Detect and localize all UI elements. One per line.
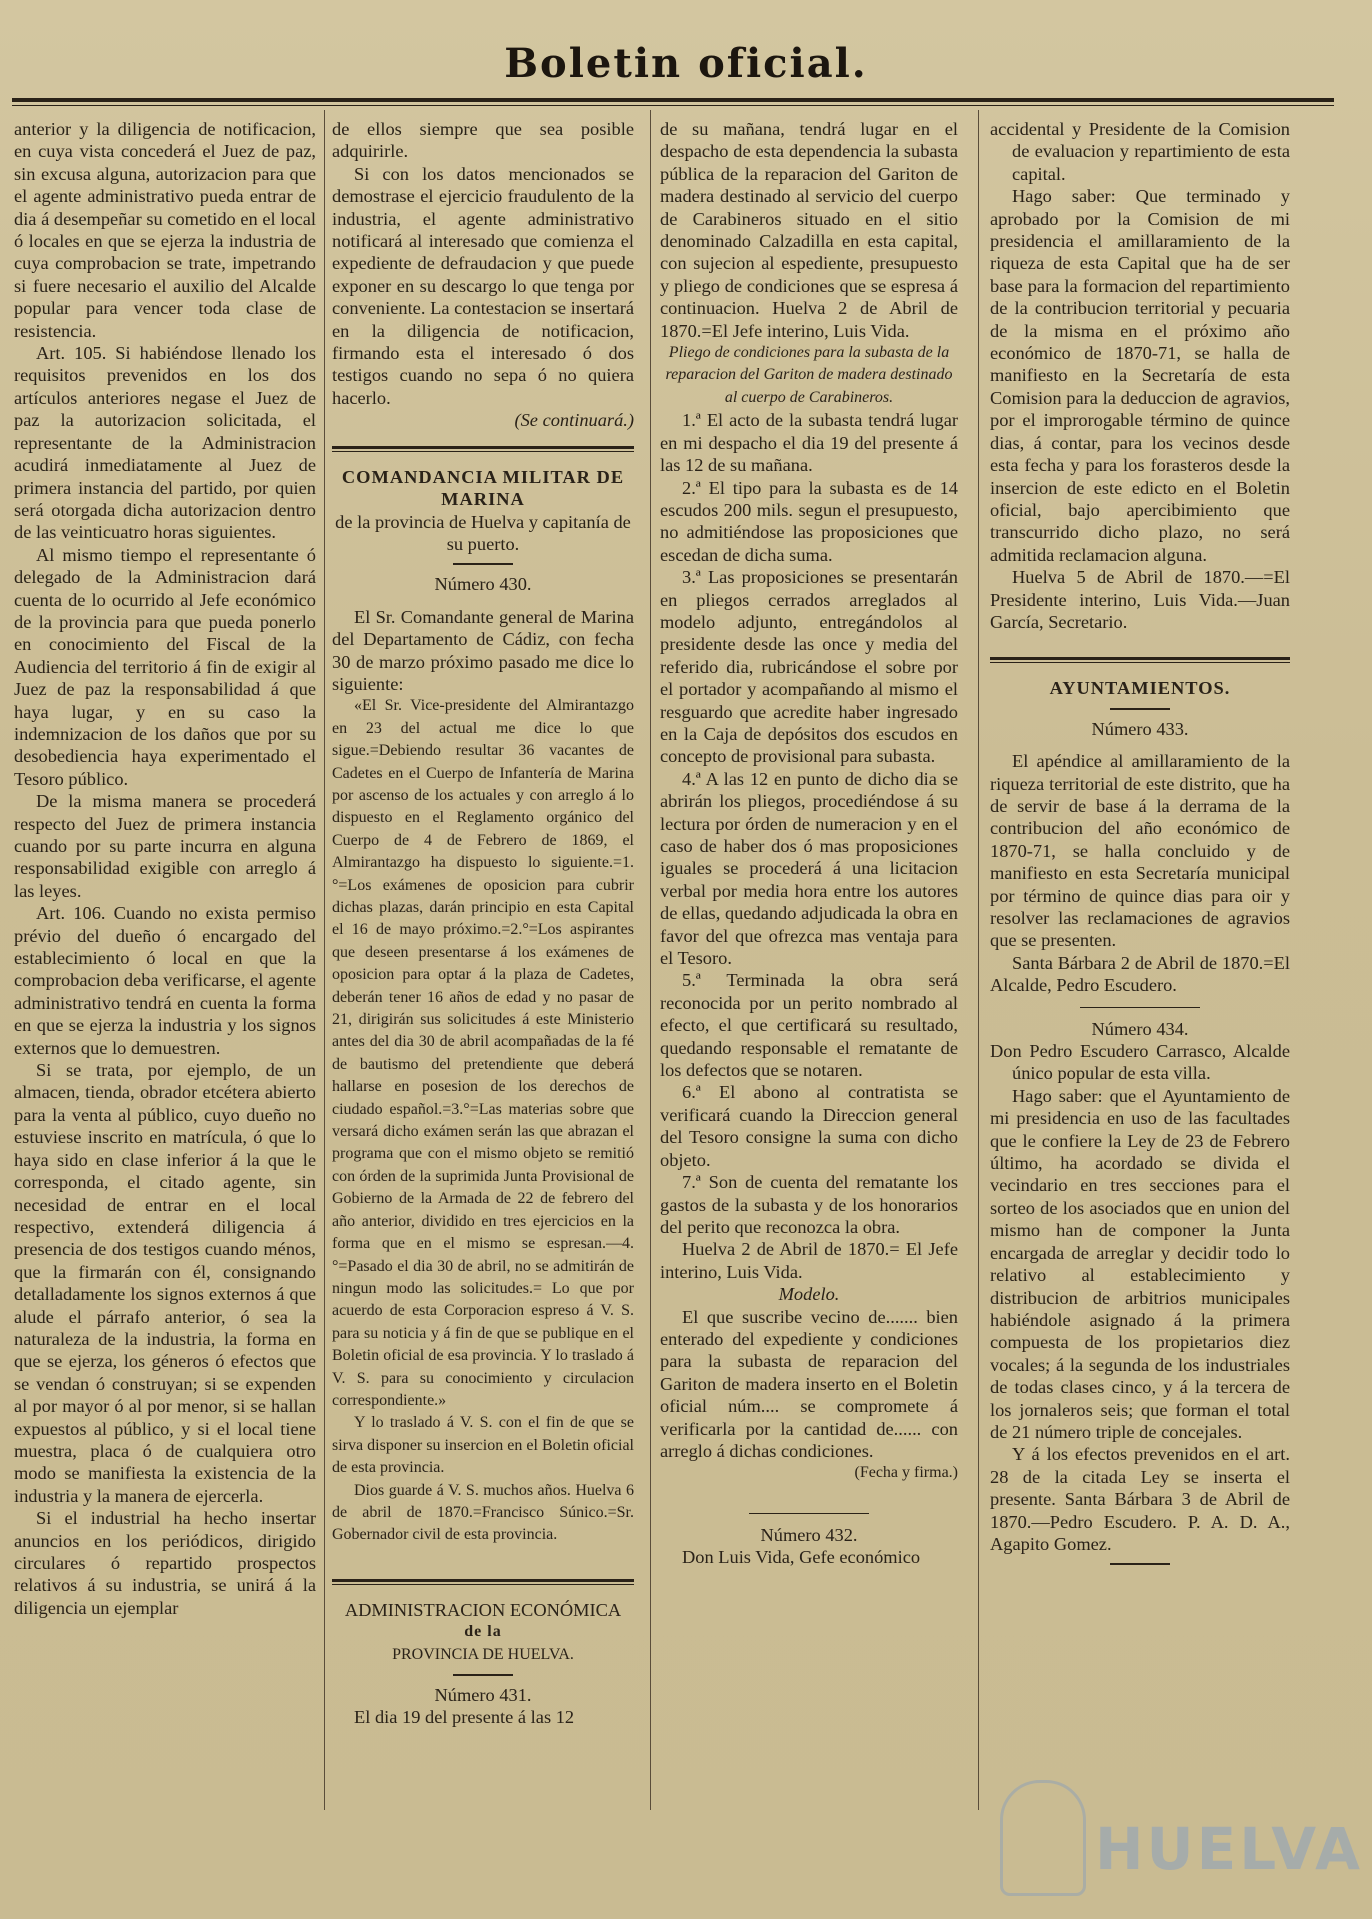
- paragraph: accidental y Presidente de la Comision de evaluacion y repartimiento de esta capital.: [990, 119, 1290, 184]
- column-divider: [650, 110, 651, 1810]
- paragraph: Y á los efectos prevenidos en el art. 28 de la citada Ley se inserta el presente. Santa Bárbara 3 de Abril de 1870.—Pedro Escudero. P. A. D. A., Agapito Gomez.: [990, 1444, 1290, 1554]
- section-title: ADMINISTRACION ECONÓMICA: [344, 1599, 622, 1620]
- signature: Huelva 5 de Abril de 1870.—=El Presidente interino, Luis Vida.—Juan García, Secretario.: [990, 567, 1290, 632]
- short-rule: [453, 1674, 513, 1676]
- paragraph: Al mismo tiempo el representante ó delegado de la Administracion dará cuenta de lo ocurrido al Jefe económico de la provincia para que pueda ponerlo en conocimiento del Fiscal de la Audiencia del territorio á fin de exigir al Juez de paz la responsabilidad á que haya lugar, y en su caso la indemnizacion de los daños que por su desobediencia haya experimentado el Tesoro público.: [14, 544, 316, 789]
- short-rule: [1110, 708, 1170, 710]
- signature: Santa Bárbara 2 de Abril de 1870.=El Alcalde, Pedro Escudero.: [990, 952, 1290, 996]
- fecha-note: (Fecha y firma.): [854, 1464, 958, 1482]
- condition-item: 4.ª A las 12 en punto de dicho dia se abrirán los pliegos, procediéndose á su lectura por órden de numeracion y en el caso de haber dos ó mas proposiciones iguales se procederá á una licitacion verbal por media hora entre los autores de ellas, quedando adjudicada la obra en favor del que ofrezca mas ventaja para el Tesoro.: [660, 768, 958, 969]
- short-rule: [1110, 1563, 1170, 1565]
- masthead: Boletin oficial.: [504, 40, 868, 87]
- paragraph: De la misma manera se procederá respecto del Juez de primera instancia cuando por su parte incurra en alguna responsabilidad exigible con arreglo á las leyes.: [14, 791, 316, 901]
- column-1: [14, 118, 316, 1619]
- modelo-heading: Modelo.: [778, 1284, 840, 1305]
- paragraph: El dia 19 del presente á las 12: [354, 1707, 575, 1728]
- paragraph: de su mañana, tendrá lugar en el despacho de esta dependencia la subasta pública de la reparacion del Gariton de madera destinado al servicio del cuerpo de Carabineros situado en el sitio denominado Calzadilla en esta capital, con sujecion al espediente, presupuesto y pliego de condiciones que se espresa á continuacion. Huelva 2 de Abril de 1870.=El Jefe interino, Luis Vida.: [660, 119, 958, 341]
- column-3: [660, 118, 958, 1569]
- condition-item: 3.ª Las proposiciones se presentarán en pliegos cerrados arreglados al modelo adjunto, entregándolos al presidente desde las once y media del referido dia, rubricándose el sobre por el portador y acompañando al mismo el resguardo que acredite haber ingresado en la Caja de depósitos dos escudos en concepto de provisional para subasta.: [660, 567, 958, 767]
- paragraph: Si se trata, por ejemplo, de un almacen, tienda, obrador etcétera abierto para la venta al público, cuyo dueño no estuviese inscrito en matrícula, ó que lo haya sido en clase inferior á la que le corresponda, el citado agente, sin necesidad de entrar en el local respectivo, extenderá diligencia á presencia de dos testigos cuando ménos, que la firmarán con él, consignando detalladamente los signos externos á que alude el párrafo anterior, ó sea la naturaleza de la industria, la forma en que se ejerza, los géneros ó efectos que se vendan ó construyan; si se expenden al por mayor ó al por menor, si se hallan expuestos al público, y si el local tiene muestra, placa ó de cualquiera otro modo se manifiesta la existencia de la industria y la manera de ejercerla.: [14, 1060, 316, 1506]
- section-rule: [990, 657, 1290, 663]
- paragraph: Art. 106. Cuando no exista permiso prévio del dueño ó encargado del establecimiento ó local en que la comprobacion deba verificarse, el agente administrativo tendrá en cuenta la forma en que se ejerza la industria y los signos externos que lo demuestren.: [14, 903, 316, 1058]
- paragraph: Si con los datos mencionados se demostrase el ejercicio fraudulento de la industria, el agente administrativo notificará al interesado que comienza el expediente de defraudacion y que puede exponer en su descargo lo que tenga por conveniente. La contestacion se insertará en la diligencia de notificacion, firmando esta el interesado ó dos testigos cuando no sepa ó no quiera hacerlo.: [332, 163, 634, 408]
- column-divider: [978, 110, 979, 1810]
- paragraph: de ellos siempre que sea posible adquirirle.: [332, 119, 634, 162]
- paragraph: Si el industrial ha hecho insertar anuncios en los periódicos, dirigido circulares ó repartido prospectos relativos á su industria, se unirá á la diligencia un ejemplar: [14, 1508, 316, 1618]
- paragraph: Hago saber: que el Ayuntamiento de mi presidencia en uso de las facultades que le confiere la Ley de 23 de Febrero último, ha acordado se divida el vecindario en tres secciones para el sorteo de los asociados que en union del mismo han de componer la Junta encargada de arreglar y decidir todo lo relativo al establecimiento y distribucion de arbitrios municipales habiéndole asignado á la primera compuesta de los propietarios diez vocales; á la segunda de los industriales de todas clases cinco, y á la tercera de los jornaleros seis; que forman el total de 21 número triple de concejales.: [990, 1085, 1290, 1442]
- paragraph: Y lo traslado á V. S. con el fin de que se sirva disponer su insercion en el Boletin oficial de esta provincia.: [332, 1414, 634, 1477]
- short-rule: [749, 1513, 869, 1514]
- continued-note: (Se continuará.): [514, 410, 634, 431]
- section-title: AYUNTAMIENTOS.: [1049, 678, 1231, 699]
- short-rule: [453, 563, 513, 565]
- column-divider: [324, 110, 325, 1810]
- pliego-title: Pliego de condiciones para la subasta de la reparacion del Gariton de madera destinado al cuerpo de Carabineros.: [665, 344, 953, 406]
- number-heading: Número 430.: [434, 574, 532, 595]
- paragraph: El Sr. Comandante general de Marina del Departamento de Cádiz, con fecha 30 de marzo próximo pasado me dice lo siguiente:: [332, 606, 634, 694]
- section-rule: [332, 446, 634, 452]
- section-subtitle: PROVINCIA DE HUELVA.: [392, 1645, 574, 1663]
- paragraph: Don Luis Vida, Gefe económico: [682, 1547, 921, 1568]
- number-heading: Número 433.: [1091, 718, 1189, 739]
- paragraph: El que suscribe vecino de....... bien enterado del expediente y condiciones para la subasta de reparacion del Gariton de madera inserto en el Boletin oficial núm.... se compromete á verificarla por la cantidad de...... con arreglo á dichas condiciones.: [660, 1306, 958, 1461]
- condition-item: 2.ª El tipo para la subasta es de 14 escudos 200 mils. segun el presupuesto, no admitiéndose las proposiciones que escedan de dicha suma.: [660, 477, 958, 565]
- paragraph: Don Pedro Escudero Carrasco, Alcalde único popular de esta villa.: [990, 1041, 1290, 1084]
- masthead-rule: [12, 98, 1334, 106]
- seal-icon: [1000, 1780, 1086, 1896]
- paragraph: Dios guarde á V. S. muchos años. Huelva 6 de abril de 1870.=Francisco Súnico.=Sr. Gobernador civil de esta provincia.: [332, 1481, 634, 1544]
- number-heading: Número 434.: [1091, 1018, 1189, 1039]
- paragraph: «El Sr. Vice-presidente del Almirantazgo en 23 del actual me dice lo que sigue.=Debiendo resultar 36 vacantes de Cadetes en el Cuerpo de Infantería de Marina por ascenso de los actuales y con arreglo á lo dispuesto en el Reglamento orgánico del Cuerpo de 4 de Febrero de 1869, el Almirantazgo ha dispuesto lo siguiente.=1.°=Los exámenes de oposicion para cubrir dichas plazas, darán principio en esta Capital el 16 de mayo próximo.=2.°=Los aspirantes que deseen presentarse á los exámenes de oposicion para optar á la plaza de Cadetes, deberán tener 16 años de edad y no pasar de 21, dirigirán sus solicitudes á este Ministerio antes del dia 30 de abril acompañadas de la fé de bautismo del pretendiente que deberá hallarse en posesion de los derechos de ciudado español.=3.°=Las materias sobre que versará dicho exámen serán las que abrazan el programa que con el mismo objeto se remitió con órden de la suprimida Junta Provisional de Gobierno de la Armada de 22 de febrero del año anterior, dividido en tres ejercicios en la forma que en el mismo se espresan.—4.°=Pasado el dia 30 de abril, no se admitirán de ningun modo las solicitudes.= Lo que por acuerdo de esta Corporacion espreso á V. S. para su noticia y á fin de que se publique en el Boletin oficial de esa provincia. Y lo traslado á V. S. para su conocimiento y circulacion correspondiente.»: [332, 697, 634, 1409]
- column-2: [332, 118, 634, 1729]
- short-rule: [1080, 1007, 1200, 1008]
- paragraph: Hago saber: Que terminado y aprobado por la Comision de mi presidencia el amillaramiento de la riqueza de esta Capital que ha de ser base para la formacion del repartimiento de la contribucion territorial y pecuaria de la misma en el próximo año económico de 1870-71, se halla de manifiesto en la Secretaría de esta Comision para la deduccion de agravios, por el improrogable término de quince dias, á contar, para los vecinos desde esta fecha y para los forasteros desde la insercion de este edicto en el Boletin oficial, bajo apercibimiento que transcurrido dicho plazo, no será admitida reclamacion alguna.: [990, 186, 1290, 565]
- paragraph: Art. 105. Si habiéndose llenado los requisitos prevenidos en los dos artículos anteriores negase el Juez de paz la autorizacion solicitada, el representante de la Administracion acudirá inmediatamente al Juez de primera instancia del partido, por quien será otorgada dicha autorizacion dentro de las veinticuatro horas siguientes.: [14, 343, 316, 543]
- condition-item: 5.ª Terminada la obra será reconocida por un perito nombrado al efecto, el que certificará su resultado, quedando responsable el rematante de los defectos que se notaren.: [660, 970, 958, 1081]
- section-subtitle: de la: [464, 1623, 502, 1641]
- watermark: HUELVA: [1095, 1815, 1364, 1883]
- signature: Huelva 2 de Abril de 1870.= El Jefe interino, Luis Vida.: [660, 1239, 958, 1282]
- section-subtitle: de la provincia de Huelva y capitanía de su puerto.: [335, 511, 631, 554]
- section-title: COMANDANCIA MILITAR DE MARINA: [341, 466, 625, 510]
- paragraph: El apéndice al amillaramiento de la riqueza territorial de este distrito, que ha de servir de base á la derrama de la contribucion del año económico de 1870-71, se halla concluido y de manifiesto en esta Secretaría municipal por término de quince dias para oir y resolver las reclamaciones de agravios que se presenten.: [990, 751, 1290, 951]
- condition-item: 7.ª Son de cuenta del rematante los gastos de la subasta y de los honorarios del perito que reconozca la obra.: [660, 1172, 958, 1237]
- number-heading: Número 432.: [760, 1524, 858, 1545]
- condition-item: 6.ª El abono al contratista se verificará cuando la Direccion general del Tesoro consigne la suma con dicho objeto.: [660, 1082, 958, 1170]
- section-rule: [332, 1579, 634, 1585]
- number-heading: Número 431.: [434, 1685, 532, 1705]
- condition-item: 1.ª El acto de la subasta tendrá lugar en mi despacho el dia 19 del presente á las 12 de su mañana.: [660, 410, 958, 476]
- column-4: [990, 118, 1290, 1573]
- paragraph: anterior y la diligencia de notificacion, en cuya vista concederá el Juez de paz, sin excusa alguna, autorizacion para que el agente administrativo pueda entrar de dia á desempeñar su cometido en el local ó locales en que se ejerza la industria de cuya comprobacion se trate, impetrando si fuere necesario el auxilio del Alcalde popular para vencer toda clase de resistencia.: [14, 119, 316, 341]
